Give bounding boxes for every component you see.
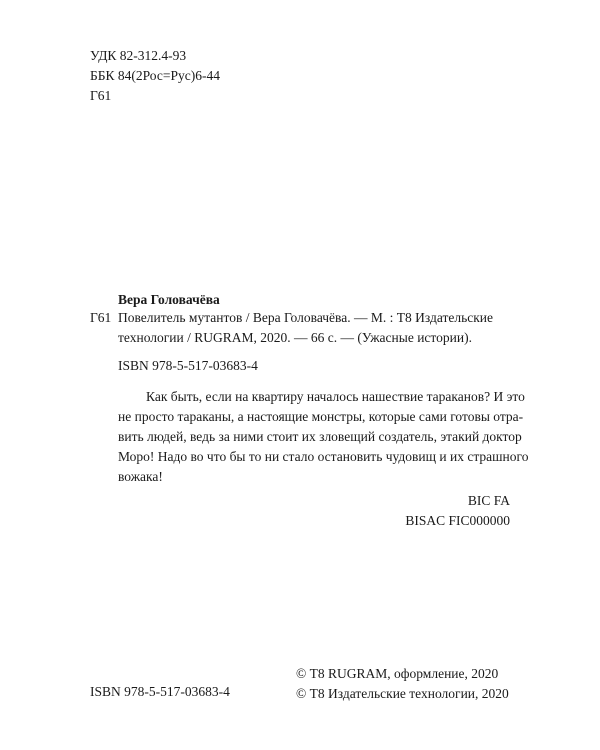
annotation-line: не просто тараканы, а настоящие монстры, которые сами готовы отра- bbox=[118, 409, 524, 424]
author-mark: Г61 bbox=[90, 88, 112, 103]
bisac-code: BISAC FIC000000 bbox=[405, 513, 510, 528]
copyright-block bbox=[296, 664, 509, 704]
copyright-line: © Т8 Издательские технологии, 2020 bbox=[296, 686, 509, 701]
annotation-line: Как быть, если на квартиру началось нашествие тараканов? И это bbox=[146, 389, 525, 404]
bibliographic-line: Повелитель мутантов / Вера Головачёва. — М. : Т8 Издательские bbox=[118, 310, 494, 325]
author-name: Вера Головачёва bbox=[118, 292, 220, 307]
annotation-line: Моро! Надо во что бы то ни стало остановить чудовищ и их страшного bbox=[118, 449, 529, 464]
annotation-line: вить людей, ведь за ними стоит их зловещий создатель, этакий доктор bbox=[118, 429, 522, 444]
catalog-code: Г61 bbox=[90, 310, 112, 325]
classification-block bbox=[90, 46, 220, 106]
copyright-line: © Т8 RUGRAM, оформление, 2020 bbox=[296, 666, 499, 681]
bibliographic-line: технологии / RUGRAM, 2020. — 66 с. — (Ужасные истории). bbox=[118, 330, 472, 345]
annotation bbox=[118, 387, 529, 487]
subject-codes bbox=[405, 491, 510, 531]
isbn: ISBN 978-5-517-03683-4 bbox=[118, 358, 258, 373]
bbk-code: ББК 84(2Рос=Рус)6-44 bbox=[90, 68, 220, 83]
bibliographic-description bbox=[118, 308, 518, 348]
bic-code: BIC FA bbox=[467, 493, 510, 508]
annotation-line: вожака! bbox=[118, 469, 163, 484]
udk-code: УДК 82-312.4-93 bbox=[90, 48, 187, 63]
footer-isbn: ISBN 978-5-517-03683-4 bbox=[90, 684, 230, 699]
